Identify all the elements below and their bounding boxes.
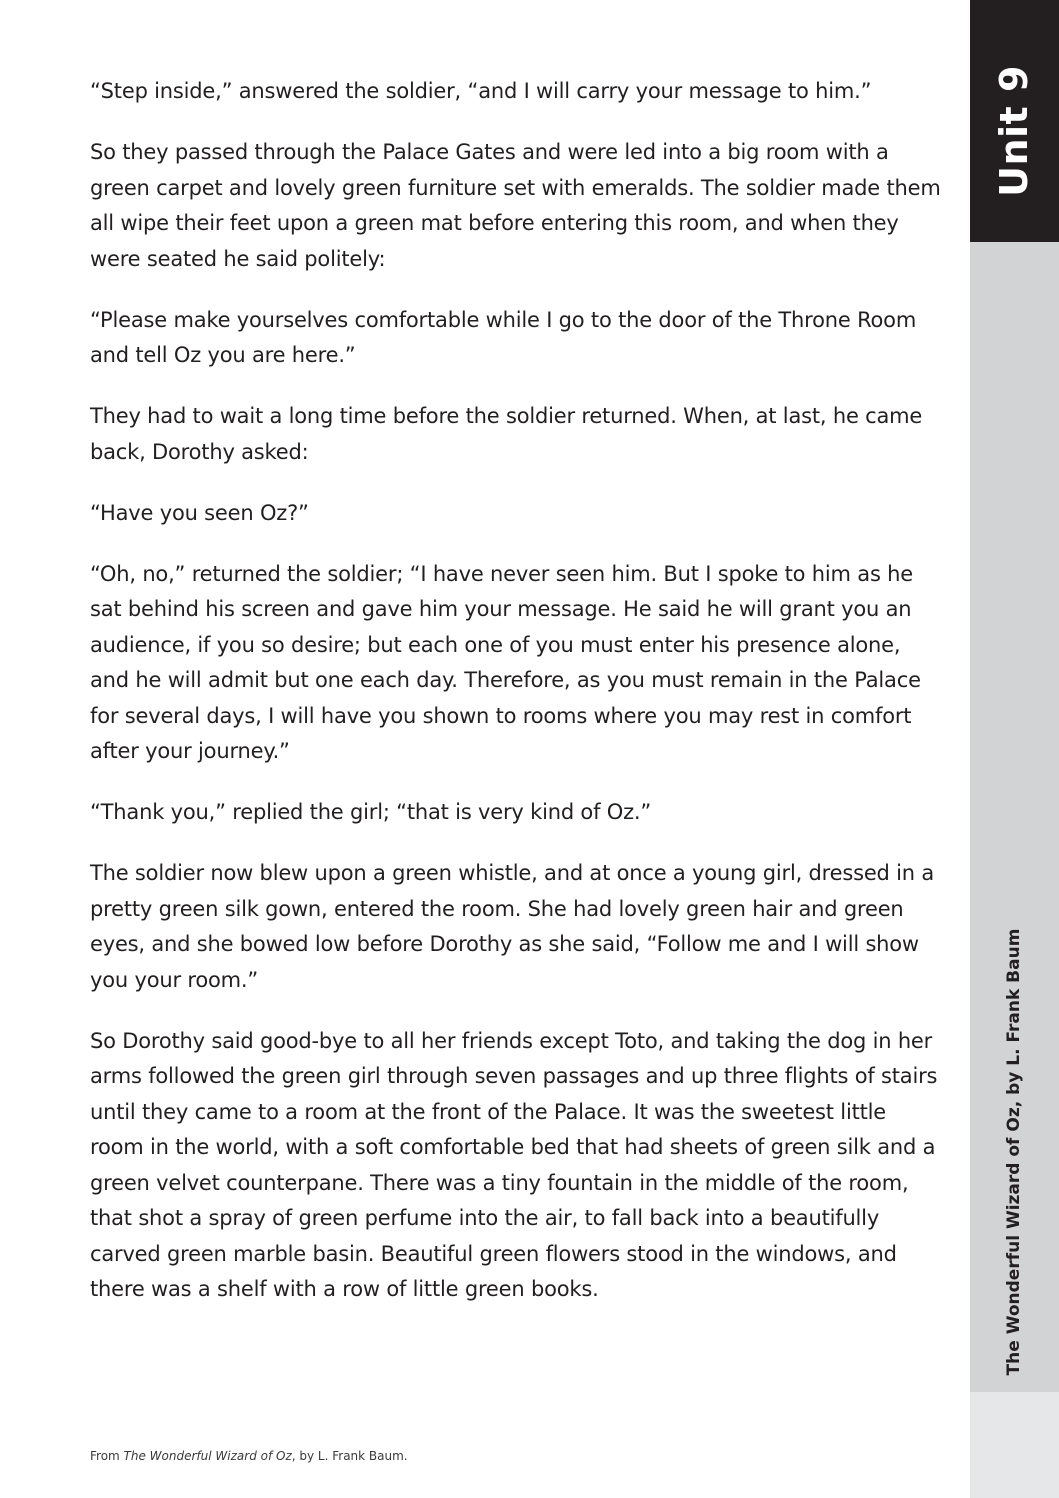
paragraph: So they passed through the Palace Gates and were led into a big room with a green carpet and lovely green furniture set with emeralds. The soldier made them all wipe their feet upon a green mat before entering this room, and when they were seated he said politely: (90, 140, 941, 271)
source-title: The Wonderful Wizard of Oz (123, 1449, 292, 1463)
paragraph: So Dorothy said good-bye to all her friends except Toto, and taking the dog in her arms followed the green girl through seven passages and up three flights of stairs until they came to a room at the front of the Palace. It was the sweetest little room in the world, with a soft comfortable bed that had sheets of green silk and a green velvet counterpane. There was a tiny fountain in the middle of the room, that shot a spray of green perfume into the air, to fall back into a beautifully carved green marble basin. Beautiful green flowers stood in the windows, and there was a shelf with a row of little green books. (90, 1028, 938, 1301)
unit-label: Unit 9 (992, 65, 1036, 197)
side-tab (970, 0, 1059, 1498)
paragraph: They had to wait a long time before the soldier returned. When, at last, he came back, Dorothy asked: (90, 404, 923, 464)
source-prefix: From (90, 1449, 124, 1463)
source-citation (90, 1448, 408, 1464)
paragraph: The soldier now blew upon a green whistle, and at once a young girl, dressed in a pretty green silk gown, entered the room. She had lovely green hair and green eyes, and she bowed low before Dorothy as she said, “Follow me and I will show you your room.” (90, 861, 935, 992)
unit-tab (970, 0, 1059, 242)
paragraph: “Have you seen Oz?” (90, 500, 309, 525)
paragraph: “Please make yourselves comfortable while I go to the door of the Throne Room and tell Oz you are here.” (90, 307, 917, 367)
source-suffix: , by L. Frank Baum. (291, 1449, 408, 1463)
tab-footer (970, 1392, 1059, 1498)
paragraph: “Step inside,” answered the soldier, “and I will carry your message to him.” (90, 79, 872, 103)
story-text (90, 74, 945, 1333)
paragraph: “Oh, no,” returned the soldier; “I have never seen him. But I spoke to him as he sat behind his screen and gave him your message. He said he will grant you an audience, if you so desire; but each one of you must enter his presence alone, and he will admit but one each day. Therefore, as you must remain in the Palace for several days, I will have you shown to rooms where you may rest in comfort after your journey.” (90, 561, 921, 763)
book-title-label: The Wonderful Wizard of Oz, by L. Frank Baum (1004, 928, 1024, 1376)
paragraph: “Thank you,” replied the girl; “that is very kind of Oz.” (90, 800, 652, 824)
